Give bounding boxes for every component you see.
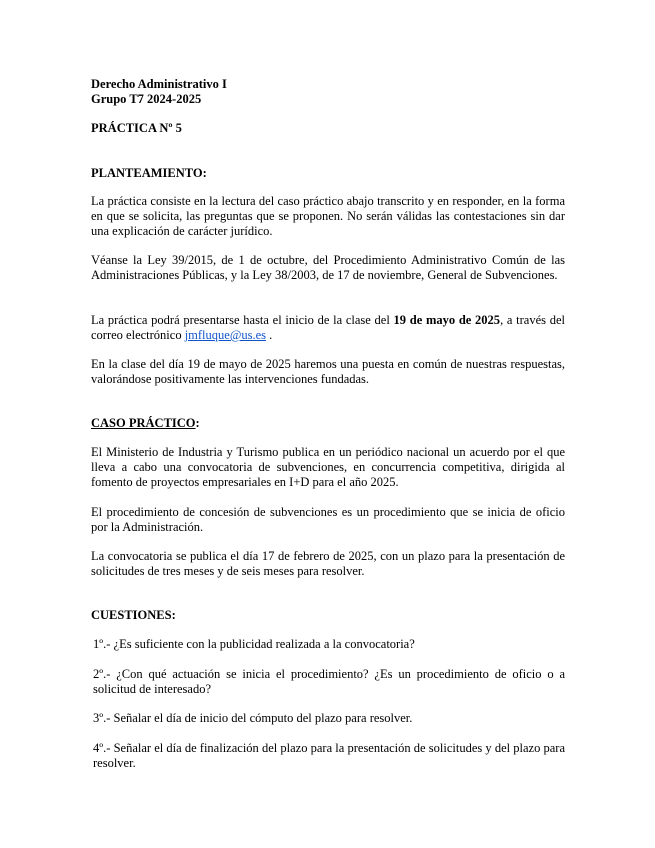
practice-title: PRÁCTICA Nº 5: [91, 121, 182, 135]
cuestiones-heading: CUESTIONES:: [91, 608, 176, 622]
caso-paragraph-3: La convocatoria se publica el día 17 de febrero de 2025, con un plazo para la presentación de solicitudes de tres meses y de seis meses para resolver.: [91, 549, 565, 578]
deadline-end: .: [266, 328, 273, 342]
question-3: 3º.- Señalar el día de inicio del cómputo del plazo para resolver.: [93, 711, 413, 725]
planteamiento-heading: PLANTEAMIENTO:: [91, 166, 207, 180]
caso-paragraph-2: El procedimiento de concesión de subvenciones es un procedimiento que se inicia de oficio por la Administración.: [91, 505, 565, 534]
caso-practico-heading-text: CASO PRÁCTICO: [91, 416, 196, 430]
question-1: 1º.- ¿Es suficiente con la publicidad realizada a la convocatoria?: [93, 637, 415, 651]
caso-practico-heading-colon: :: [195, 416, 200, 430]
deadline-text: La práctica podrá presentarse hasta el inicio de la clase del: [91, 313, 394, 327]
course-header: [91, 77, 565, 107]
caso-practico-heading: [91, 416, 565, 431]
planteamiento-paragraph-3: [91, 313, 565, 343]
question-2: 2º.- ¿Con qué actuación se inicia el procedimiento? ¿Es un procedimiento de oficio o a solicitud de interesado?: [93, 667, 565, 696]
course-title: Derecho Administrativo I: [91, 77, 227, 91]
question-4: 4º.- Señalar el día de finalización del plazo para la presentación de solicitudes y del plazo para resolver.: [93, 741, 565, 770]
deadline-text-after: , a través del correo electrónico: [91, 313, 565, 342]
email-link[interactable]: jmfluque@us.es: [184, 328, 266, 342]
planteamiento-paragraph-4: En la clase del día 19 de mayo de 2025 haremos una puesta en común de nuestras respuestas, valorándose positivamente las intervenciones fundadas.: [91, 357, 565, 386]
planteamiento-paragraph-2: Véanse la Ley 39/2015, de 1 de octubre, del Procedimiento Administrativo Común de las Administraciones Públicas, y la Ley 38/2003, de 17 de noviembre, General de Subvenciones.: [91, 253, 565, 282]
deadline-date: 19 de mayo de 2025: [393, 313, 501, 327]
group-title: Grupo T7 2024-2025: [91, 92, 202, 106]
caso-paragraph-1: El Ministerio de Industria y Turismo publica en un periódico nacional un acuerdo por el que lleva a cabo una convocatoria de subvenciones, en concurrencia competitiva, dirigida al fomento de proyectos empresariales en I+D para el año 2025.: [91, 445, 565, 489]
planteamiento-paragraph-1: La práctica consiste en la lectura del caso práctico abajo transcrito y en responder, en la forma en que se solicita, las preguntas que se proponen. No serán válidas las contestaciones sin dar una explicación de carácter jurídico.: [91, 194, 565, 238]
